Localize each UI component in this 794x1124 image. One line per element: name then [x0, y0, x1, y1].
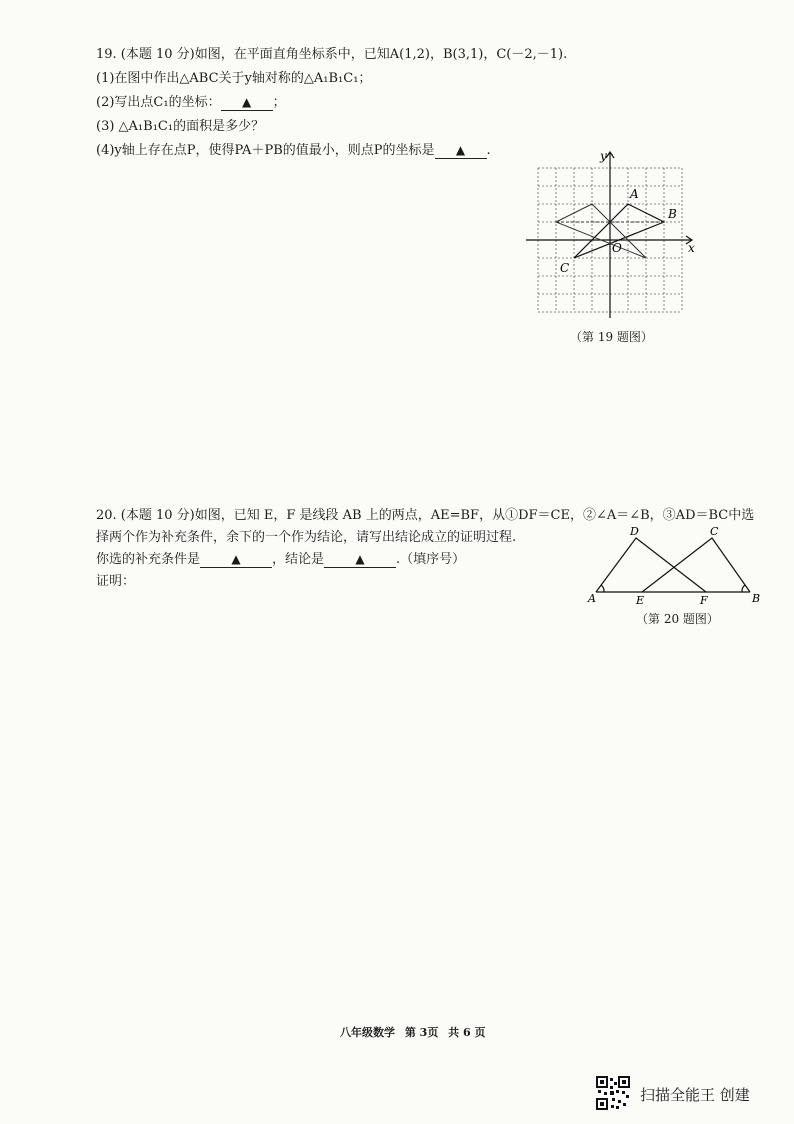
origin-label: O: [612, 241, 622, 255]
angle-a-mark: [601, 585, 604, 592]
q19-part4: (4)y轴上存在点P，使得PA＋PB的值最小，则点P的坐标是 ▲ .: [96, 143, 491, 158]
point-c-label: C: [560, 261, 570, 275]
footer-total: 共 6 页: [448, 1026, 486, 1039]
point-f-label: F: [700, 594, 708, 607]
q19-part1: (1)在图中作出△ABC关于y轴对称的△A₁B₁C₁；: [96, 71, 372, 86]
q19-answer-blank-p[interactable]: ▲: [435, 143, 487, 159]
angle-b-mark: [742, 585, 745, 592]
footer-subject: 八年级数学: [340, 1026, 395, 1039]
point-c-label: C: [710, 526, 719, 538]
point-b-label: B: [752, 592, 761, 605]
q19-answer-blank-c1[interactable]: ▲: [221, 95, 273, 111]
axes: [526, 152, 692, 318]
point-a-label: A: [630, 187, 639, 201]
q19-figure-caption: （第 19 题图）: [570, 330, 653, 344]
q20-proof-label: 证明：: [96, 574, 136, 589]
q19-header: 19. (本题 10 分)如图，在平面直角坐标系中，已知A(1,2)，B(3,1)，C(－2,－1).: [96, 47, 568, 62]
q19-part3: (3) △A₁B₁C₁的面积是多少？: [96, 119, 265, 134]
q20-line2: 择两个作为补充条件，余下的一个作为结论，请写出结论成立的证明过程.: [96, 530, 517, 545]
q20-line3: 你选的补充条件是 ▲ ，结论是 ▲ .（填序号）: [96, 552, 466, 567]
point-d-label: D: [630, 526, 639, 538]
point-e-label: E: [636, 594, 645, 607]
q20-header: 20. (本题 10 分)如图，已知 E，F 是线段 AB 上的两点，AE=BF，从①DF＝CE，②∠A＝∠B，③AD＝BC中选: [96, 508, 755, 523]
q20-triangle-figure: [586, 526, 766, 608]
triangle-adf: [596, 538, 706, 592]
q20-figure-caption: （第 20 题图）: [636, 612, 719, 626]
q20-condition-blank[interactable]: ▲: [200, 552, 272, 568]
qr-code-icon: [596, 1076, 630, 1110]
q19-part2: (2)写出点C₁的坐标： ▲ ；: [96, 95, 286, 110]
x-axis-label: x: [688, 241, 695, 255]
page-footer: [340, 1024, 492, 1040]
point-a-label: A: [588, 592, 596, 605]
footer-page: 第 3页: [404, 1026, 439, 1039]
q20-conclusion-blank[interactable]: ▲: [324, 552, 396, 568]
point-b-label: B: [668, 207, 677, 221]
scanner-watermark: 扫描全能王 创建: [640, 1086, 750, 1104]
y-axis-label: y: [600, 149, 607, 163]
q19-coordinate-grid-figure: [520, 148, 704, 324]
